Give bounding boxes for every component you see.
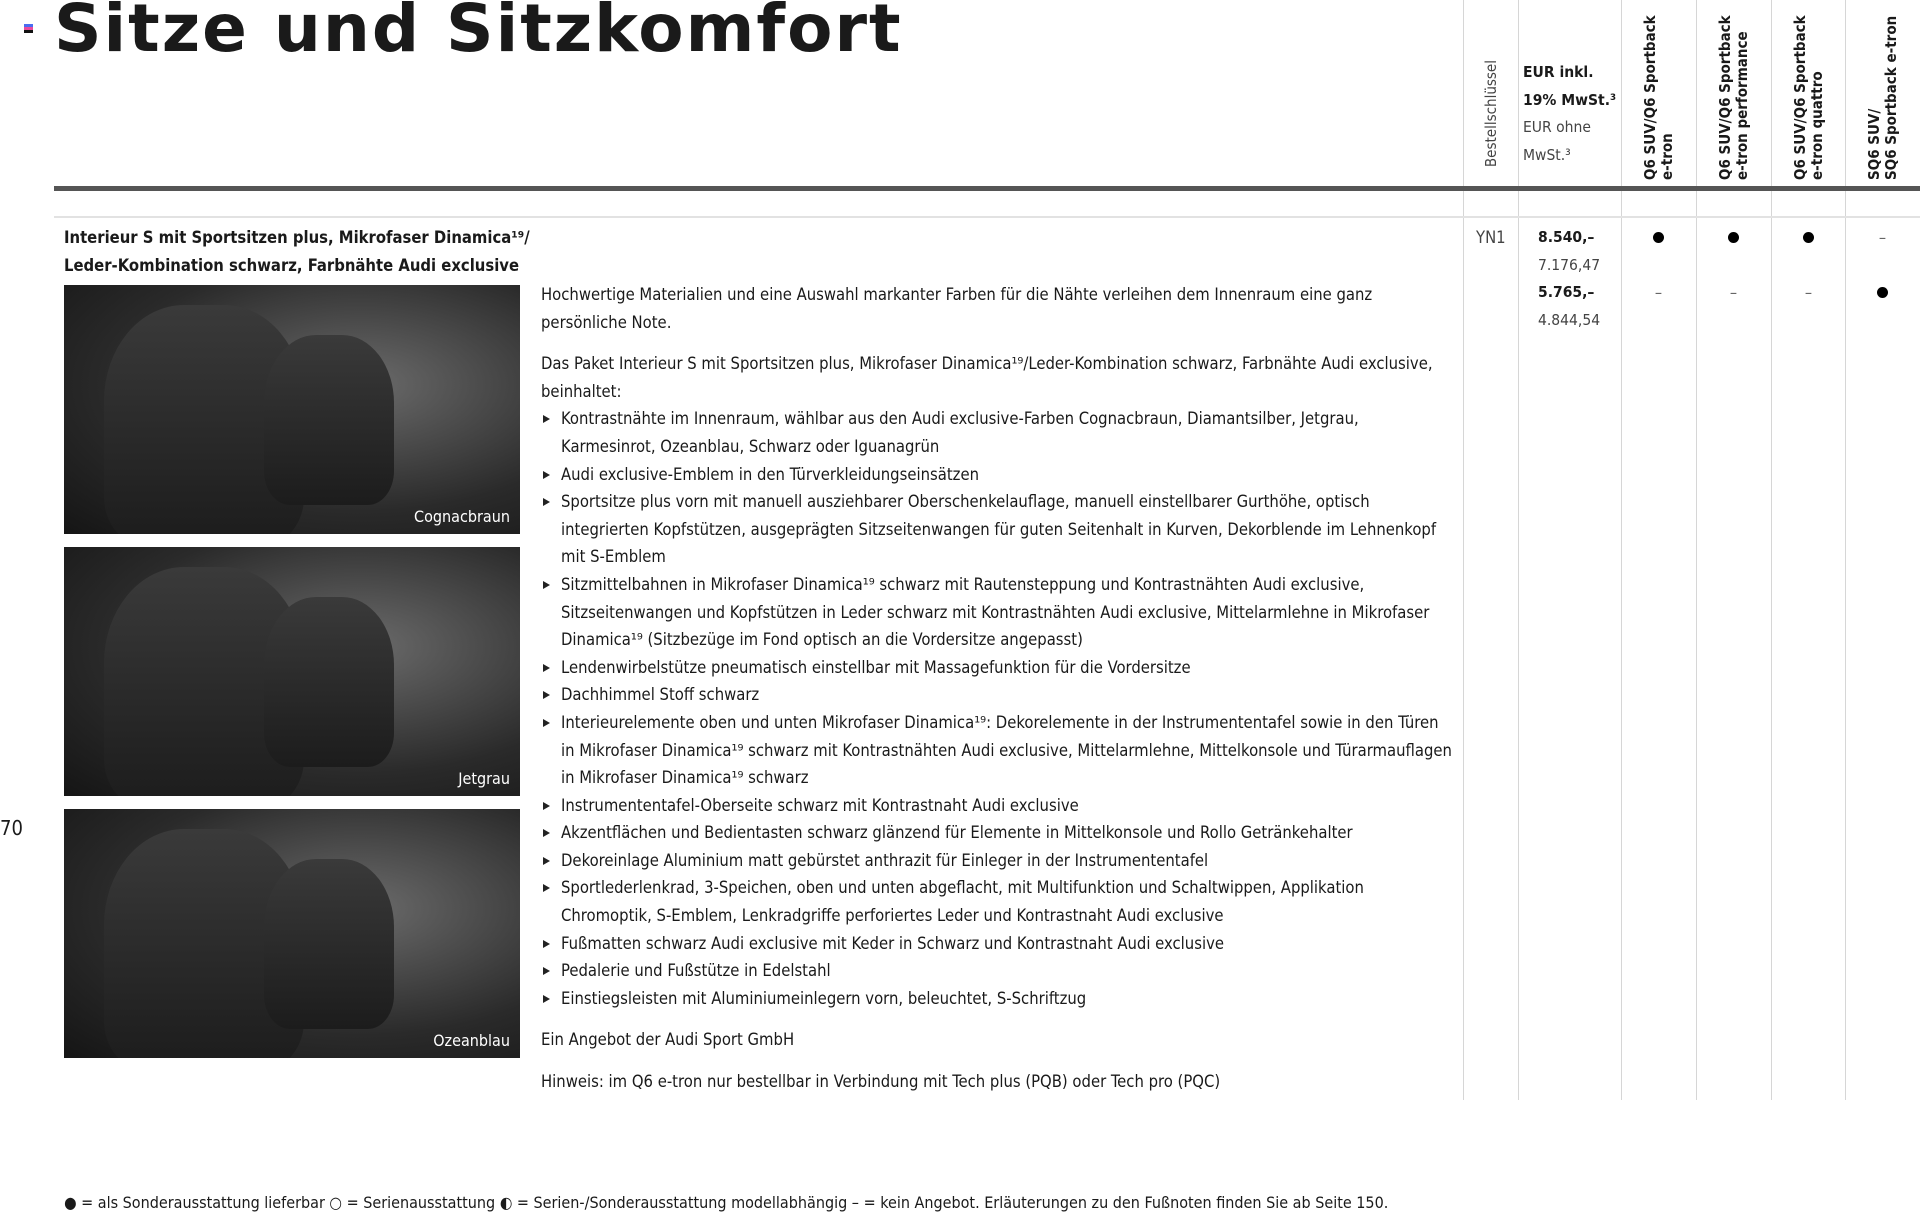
header-price-incl: EUR inkl. 19% MwSt.³: [1523, 63, 1617, 109]
column-divider: [1518, 0, 1519, 1100]
availability-dash: –: [1804, 283, 1813, 302]
list-item: Interieurelemente oben und unten Mikrofaser Dinamica¹⁹: Dekorelemente in der Instrumententafel sowie in den Türen in Mikrofaser Dinamica¹⁹ schwarz mit Kontrastnähten Audi exclusive, Mittelarmlehne, Mittelkonsole und Türarmauflagen in Mikrofaser Dinamica¹⁹ schwarz: [541, 709, 1456, 792]
availability-dash: –: [1729, 283, 1738, 302]
intro-text: Hochwertige Materialien und eine Auswahl markanter Farben für die Nähte verleihen dem Innenraum eine ganz persönliche Note.: [541, 285, 1373, 332]
list-item: Fußmatten schwarz Audi exclusive mit Keder in Schwarz und Kontrastnaht Audi exclusive: [541, 930, 1456, 958]
list-item: Sportlederlenkrad, 3-Speichen, oben und unten abgeflacht, mit Multifunktion und Schaltwippen, Applikation Chromoptik, S-Emblem, Lenkradgriffe perforiertes Leder und Kontrastnaht Audi exclusive: [541, 874, 1456, 929]
interior-image-cognacbraun: Cognacbraun: [64, 285, 520, 534]
list-item: Instrumententafel-Oberseite schwarz mit Kontrastnaht Audi exclusive: [541, 792, 1456, 820]
color-marker: [24, 24, 33, 33]
option-description: [541, 281, 1456, 1110]
interior-image-jetgrau: Jetgrau: [64, 547, 520, 796]
list-item: Dekoreinlage Aluminium matt gebürstet anthrazit für Einleger in der Instrumententafel: [541, 847, 1456, 875]
header-model-4: SQ6 SUV/ SQ6 Sportback e-tron: [1865, 15, 1900, 180]
package-text: Das Paket Interieur S mit Sportsitzen plus, Mikrofaser Dinamica¹⁹/Leder-Kombination schwarz, Farbnähte Audi exclusive, beinhaltet:: [541, 354, 1433, 401]
price-block-1: 8.540,– 7.176,47: [1538, 228, 1601, 274]
interior-image-ozeanblau: Ozeanblau: [64, 809, 520, 1058]
page-number: 70: [0, 816, 23, 840]
availability-dot-icon: [1621, 224, 1696, 252]
feature-list: [541, 405, 1456, 1012]
list-item: Dachhimmel Stoff schwarz: [541, 681, 1456, 709]
availability-dash: –: [1654, 283, 1663, 302]
option-title: Interieur S mit Sportsitzen plus, Mikrofaser Dinamica¹⁹/ Leder-Kombination schwarz, Farbnähte Audi exclusive: [64, 228, 530, 275]
header-order-key: Bestellschlüssel: [1482, 60, 1500, 168]
list-item: Sportsitze plus vorn mit manuell ausziehbarer Oberschenkelauflage, manuell einstellbarer Gurthöhe, optisch integrierten Kopfstützen, ausgeprägten Sitzseitenwangen für guten Seitenhalt in Kurven, Dekorblende im Lehnenkopf mit S-Emblem: [541, 488, 1456, 571]
header-price-excl: EUR ohne MwSt.³: [1523, 118, 1591, 164]
header-divider: [54, 186, 1920, 191]
availability-dot-icon: [1845, 279, 1920, 307]
list-item: Kontrastnähte im Innenraum, wählbar aus den Audi exclusive-Farben Cognacbraun, Diamantsilber, Jetgrau, Karmesinrot, Ozeanblau, Schwarz oder Iguanagrün: [541, 405, 1456, 460]
header-model-1: Q6 SUV/Q6 Sportback e-tron: [1641, 15, 1676, 180]
column-divider: [1845, 0, 1846, 1100]
legend-footer: ● = als Sonderausstattung lieferbar ○ = Serienausstattung ◐ = Serien-/Sonderausstattung modellabhängig – = kein Angebot. Erläuterungen zu den Fußnoten finden Sie ab Seite 150.: [64, 1193, 1389, 1212]
list-item: Einstiegsleisten mit Aluminiumeinlegern vorn, beleuchtet, S-Schriftzug: [541, 985, 1456, 1013]
column-divider: [1463, 0, 1464, 1100]
provider-text: Ein Angebot der Audi Sport GmbH: [541, 1030, 795, 1050]
column-divider: [1771, 0, 1772, 1100]
list-item: Akzentflächen und Bedientasten schwarz glänzend für Elemente in Mittelkonsole und Rollo Getränkehalter: [541, 819, 1456, 847]
page-title: Sitze und Sitzkomfort: [54, 0, 903, 67]
note-text: Hinweis: im Q6 e-tron nur bestellbar in Verbindung mit Tech plus (PQB) oder Tech pro (PQC): [541, 1072, 1221, 1092]
list-item: Pedalerie und Fußstütze in Edelstahl: [541, 957, 1456, 985]
row-divider: [54, 216, 1920, 218]
column-divider: [1621, 0, 1622, 1100]
column-divider: [1696, 0, 1697, 1100]
availability-dash: –: [1878, 228, 1887, 247]
order-code: YN1: [1476, 228, 1506, 247]
list-item: Audi exclusive-Emblem in den Türverkleidungseinsätzen: [541, 461, 1456, 489]
list-item: Lendenwirbelstütze pneumatisch einstellbar mit Massagefunktion für die Vordersitze: [541, 654, 1456, 682]
availability-dot-icon: [1696, 224, 1771, 252]
header-model-2: Q6 SUV/Q6 Sportback e-tron performance: [1716, 15, 1751, 180]
list-item: Sitzmittelbahnen in Mikrofaser Dinamica¹⁹ schwarz mit Rautensteppung und Kontrastnähten Audi exclusive, Sitzseitenwangen und Kopfstützen in Leder schwarz mit Kontrastnähten Audi exclusive, Mittelarmlehne in Mikrofaser Dinamica¹⁹ (Sitzbezüge im Fond optisch an die Vordersitze angepasst): [541, 571, 1456, 654]
header-model-3: Q6 SUV/Q6 Sportback e-tron quattro: [1791, 15, 1826, 180]
price-block-2: 5.765,– 4.844,54: [1538, 283, 1601, 329]
availability-dot-icon: [1771, 224, 1846, 252]
